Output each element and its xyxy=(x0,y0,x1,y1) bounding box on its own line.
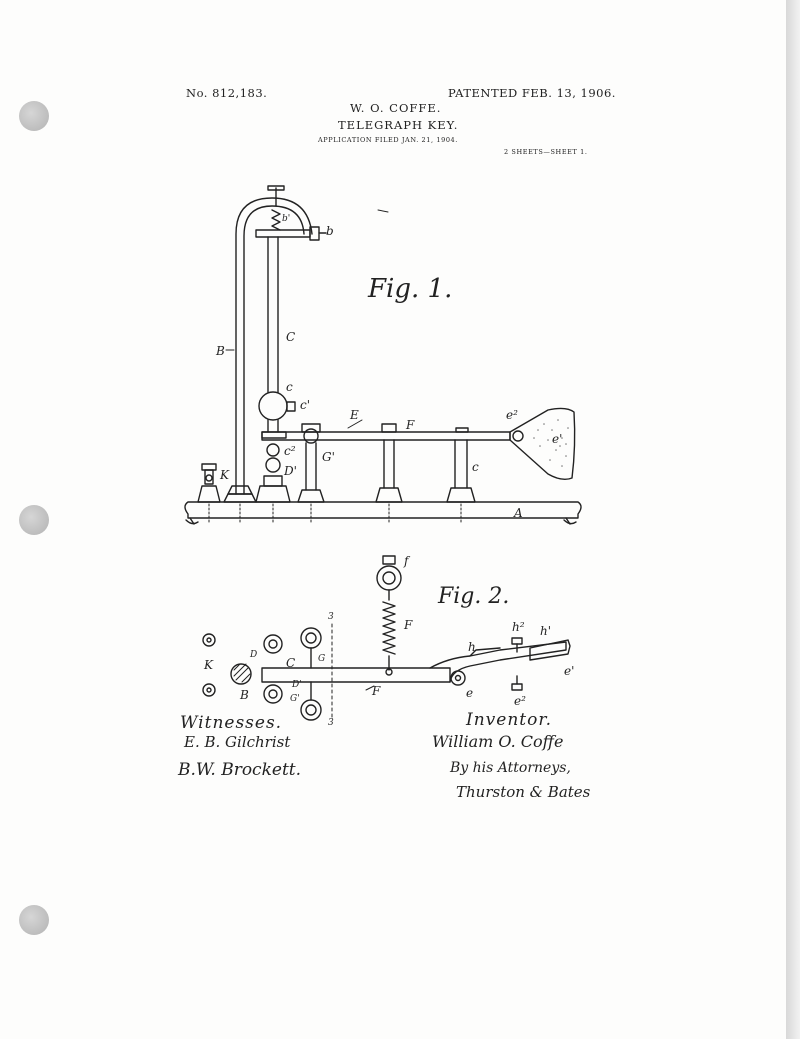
patent-number: No. 812,183. xyxy=(186,86,268,100)
fig1-contact-D1 xyxy=(266,458,280,472)
fig1-title: Fig. 1. xyxy=(368,274,453,304)
witnesses-heading: Witnesses. xyxy=(180,713,283,733)
fig2-label-section-3-top: 3 xyxy=(328,612,334,622)
fig1-label-post-c: c xyxy=(472,460,479,474)
sheet-info: 2 SHEETS—SHEET 1. xyxy=(504,148,588,156)
inventor-signature: William O. Coffe xyxy=(432,732,564,751)
attorney-signature: Thurston & Bates xyxy=(456,783,591,801)
fig1-label-c: c xyxy=(286,380,293,394)
by-attorneys-line: By his Attorneys, xyxy=(450,760,571,776)
patent-date: PATENTED FEB. 13, 1906. xyxy=(448,86,616,100)
fig1-label-e1: e' xyxy=(552,432,563,446)
fig1-label-D1: D' xyxy=(284,464,297,478)
fig2-label-e2: e² xyxy=(514,694,526,708)
fig1-label-c2: c² xyxy=(284,444,296,458)
fig2-label-f: f xyxy=(404,554,409,568)
fig1-label-F: F xyxy=(406,418,415,432)
fig1-label-E: E xyxy=(350,408,359,422)
application-filed: APPLICATION FILED JAN. 21, 1904. xyxy=(318,136,458,144)
fig1-label-b: b xyxy=(326,224,334,238)
fig2-label-C: C xyxy=(286,656,296,670)
fig2-label-G: G xyxy=(318,654,326,664)
fig2-label-section-3-bottom: 3 xyxy=(328,718,334,728)
fig2-label-e1: e' xyxy=(564,664,575,678)
fig2-spring-F xyxy=(383,602,395,654)
fig2-label-G1: G' xyxy=(290,694,300,704)
fig1-label-B: B xyxy=(216,344,225,358)
fig2-label-B: B xyxy=(240,688,249,702)
fig2-title: Fig. 2. xyxy=(438,584,510,609)
fig1-arched-frame-B xyxy=(236,198,312,494)
fig1-label-K: K xyxy=(220,468,229,482)
fig2-label-F-lever: F xyxy=(372,684,381,698)
inventor-heading: Inventor. xyxy=(466,710,553,730)
fig1-label-b1: b' xyxy=(282,214,291,224)
fig2-label-e: e xyxy=(466,686,474,700)
fig2-label-h2: h² xyxy=(512,620,525,634)
scan-edge-shadow xyxy=(786,0,800,1039)
inventor-name: W. O. COFFE. xyxy=(350,101,442,115)
witness-signature-2: B.W. Brockett. xyxy=(178,760,302,780)
fig2-label-h: h xyxy=(468,640,476,654)
fig2-label-h1: h' xyxy=(540,624,552,638)
fig2-label-D: D xyxy=(250,650,258,660)
fig2-lever-F xyxy=(262,668,450,682)
fig1-label-e2: e² xyxy=(506,408,518,422)
fig2-label-K: K xyxy=(204,658,213,672)
invention-title: TELEGRAPH KEY. xyxy=(338,118,459,132)
fig1-label-C: C xyxy=(286,330,296,344)
fig1-label-c1: c' xyxy=(300,398,311,412)
fig2-label-F-spring: F xyxy=(404,618,413,632)
fig1-finger-paddle xyxy=(510,408,575,479)
witness-signature-1: E. B. Gilchrist xyxy=(184,733,291,751)
fig1-lever-E xyxy=(262,432,510,440)
fig1-label-A: A xyxy=(514,506,523,520)
fig2-label-D1: D' xyxy=(292,680,302,690)
fig1-ball-weight-c xyxy=(259,392,287,420)
fig1-label-G1: G' xyxy=(322,450,335,464)
fig1-telegraph-key-elevation xyxy=(185,186,581,524)
